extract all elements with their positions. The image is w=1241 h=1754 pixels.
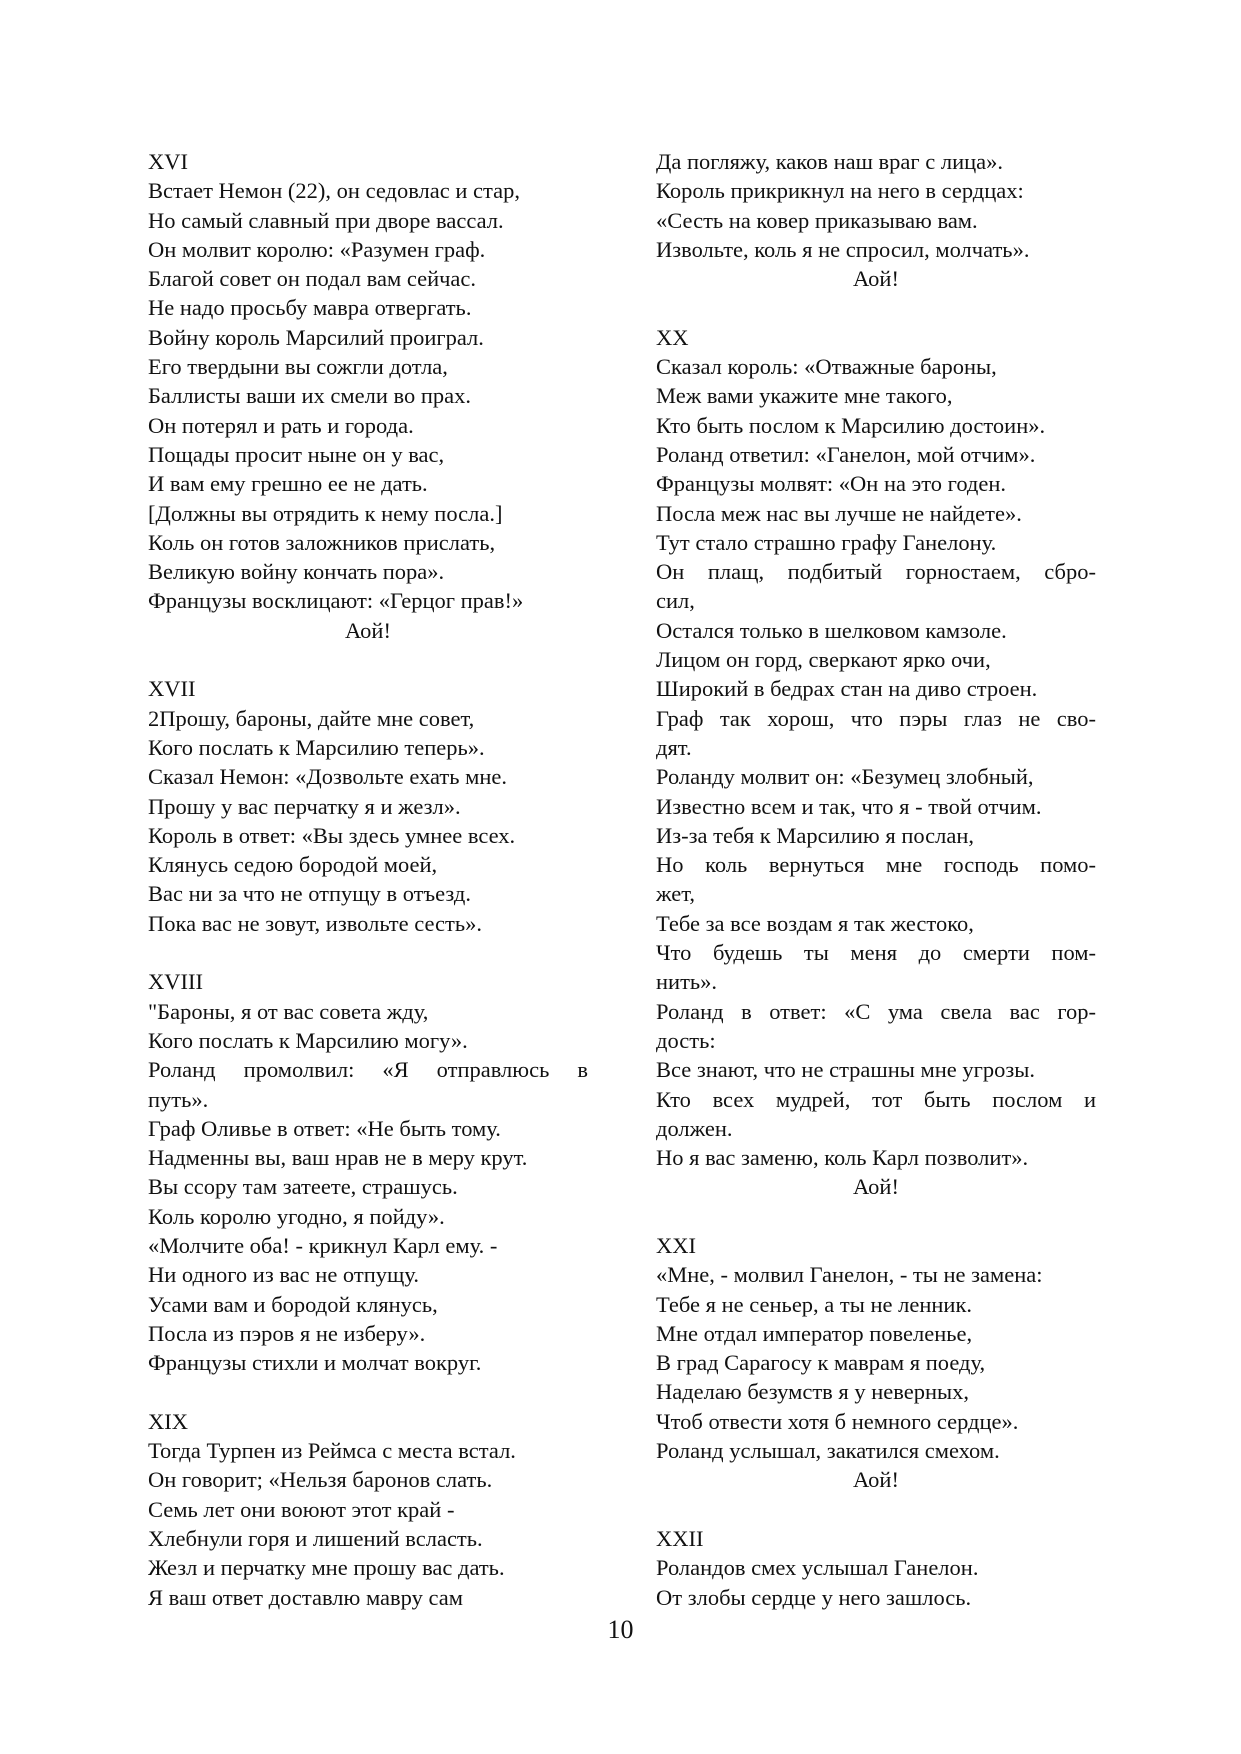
- verse-line: И вам ему грешно ее не дать.: [148, 471, 428, 497]
- refrain: Аой!: [345, 617, 391, 643]
- verse-line: Я ваш ответ доставлю мавру сам: [148, 1584, 463, 1610]
- verse-line: Вы ссору там затеете, страшусь.: [148, 1174, 458, 1200]
- verse-line: Коль он готов заложников прислать,: [148, 529, 496, 555]
- verse-line: Жезл и перчатку мне прошу вас дать.: [148, 1555, 505, 1581]
- stanza-heading: XIX: [148, 1408, 188, 1434]
- verse-line: Меж вами укажите мне такого,: [656, 383, 953, 409]
- verse-line: Роланд в ответ: «С ума свела вас гор-: [656, 998, 1096, 1024]
- verse-line: Роланду молвит он: «Безумец злобный,: [656, 764, 1034, 790]
- verse-line: Все знают, что не страшны мне угрозы.: [656, 1057, 1036, 1083]
- verse-line: [Должны вы отрядить к нему посла.]: [148, 500, 503, 526]
- verse-line: Коль королю угодно, я пойду».: [148, 1203, 445, 1229]
- stanza: [148, 1407, 588, 1612]
- verse-line: Но коль вернуться мне господь помо-: [656, 852, 1096, 878]
- stanza-heading: XXII: [656, 1525, 704, 1551]
- verse-line: Пока вас не зовут, извольте сесть».: [148, 910, 482, 936]
- verse-line: Граф Оливье в ответ: «Не быть тому.: [148, 1115, 501, 1141]
- verse-line: Известно всем и так, что я - твой отчим.: [656, 793, 1042, 819]
- verse-line: Вас ни за что не отпущу в отъезд.: [148, 881, 471, 907]
- verse-line: сил,: [656, 588, 695, 614]
- refrain: Аой!: [853, 266, 899, 292]
- verse-line: «Мне, - молвил Ганелон, - ты не замена:: [656, 1262, 1043, 1288]
- verse-line: В град Сарагосу к маврам я поеду,: [656, 1350, 986, 1376]
- verse-line: Не надо просьбу мавра отвергать.: [148, 295, 472, 321]
- verse-line: Сказал Немон: «Дозвольте ехать мне.: [148, 764, 508, 790]
- verse-line: Тогда Турпен из Реймса с места встал.: [148, 1438, 516, 1464]
- verse-line: Он плащ, подбитый горностаем, сбро-: [656, 559, 1096, 585]
- verse-line: Великую войну кончать пора».: [148, 559, 445, 585]
- verse-line: нить».: [656, 969, 718, 995]
- verse-line: Посла из пэров я не изберу».: [148, 1320, 426, 1346]
- verse-line: Он говорит; «Нельзя баронов слать.: [148, 1467, 493, 1493]
- stanza: [656, 147, 1096, 293]
- verse-line: Пощады просит ныне он у вас,: [148, 441, 445, 467]
- verse-line: 2Прошу, бароны, дайте мне совет,: [148, 705, 475, 731]
- stanza-gap: [656, 293, 1096, 322]
- verse-line: Французы стихли и молчат вокруг.: [148, 1350, 482, 1376]
- stanza-heading: XX: [656, 324, 689, 350]
- refrain: Аой!: [853, 1174, 899, 1200]
- verse-line: Он молвит королю: «Разумен граф.: [148, 236, 486, 262]
- verse-line: жет,: [656, 881, 696, 907]
- verse-line: Семь лет они воюют этот край -: [148, 1496, 455, 1522]
- verse-line: путь».: [148, 1086, 209, 1112]
- verse-line: Тебе за все воздам я так жестоко,: [656, 910, 974, 936]
- verse-line: Он потерял и рать и города.: [148, 412, 414, 438]
- verse-line: дят.: [656, 734, 692, 760]
- stanza-heading: XXI: [656, 1232, 696, 1258]
- verse-line: Кто всех мудрей, тот быть послом и: [656, 1086, 1096, 1112]
- stanza-heading: XVI: [148, 149, 188, 174]
- verse-line: Тебе я не сеньер, а ты не ленник.: [656, 1291, 973, 1317]
- verse-line: Чтоб отвести хотя б немного сердце».: [656, 1408, 1019, 1434]
- refrain: Аой!: [853, 1467, 899, 1493]
- stanza-gap: [148, 938, 588, 967]
- verse-line: Сказал король: «Отважные бароны,: [656, 354, 997, 380]
- verse-line: Лицом он горд, сверкают ярко очи,: [656, 647, 991, 673]
- stanza-gap: [148, 645, 588, 674]
- verse-line: Французы молвят: «Он на это годен.: [656, 471, 1007, 497]
- verse-line: Французы восклицают: «Герцог прав!»: [148, 588, 524, 614]
- verse-line: Роланд услышал, закатился смехом.: [656, 1438, 1000, 1464]
- stanza: [656, 323, 1096, 1202]
- verse-line: Широкий в бедрах стан на диво строен.: [656, 676, 1038, 702]
- verse-line: Ни одного из вас не отпущу.: [148, 1262, 419, 1288]
- stanza-heading: XVII: [148, 676, 196, 702]
- verse-line: Кого послать к Марсилию теперь».: [148, 734, 485, 760]
- verse-line: Кто быть послом к Марсилию достоин».: [656, 412, 1046, 438]
- verse-line: Король прикрикнул на него в сердцах:: [656, 178, 1024, 204]
- verse-line: «Сесть на ковер приказываю вам.: [656, 207, 978, 233]
- verse-line: Усами вам и бородой клянусь,: [148, 1291, 438, 1317]
- stanza: [148, 147, 588, 645]
- left-column: [148, 147, 588, 1612]
- verse-line: Прошу у вас перчатку я и жезл».: [148, 793, 461, 819]
- verse-line: Но я вас заменю, коль Карл позволит».: [656, 1145, 1029, 1171]
- verse-line: Остался только в шелковом камзоле.: [656, 617, 1007, 643]
- verse-line: Король в ответ: «Вы здесь умнее всех.: [148, 822, 516, 848]
- verse-line: Клянусь седою бородой моей,: [148, 852, 438, 878]
- stanza-gap: [656, 1202, 1096, 1231]
- verse-line: Что будешь ты меня до смерти пом-: [656, 940, 1096, 966]
- verse-line: Роландов смех услышал Ганелон.: [656, 1555, 979, 1581]
- verse-line: Тут стало страшно графу Ганелону.: [656, 529, 997, 555]
- verse-line: Его твердыни вы сожгли дотла,: [148, 354, 448, 380]
- verse-line: Наделаю безумств я у неверных,: [656, 1379, 970, 1405]
- stanza-heading: XVIII: [148, 969, 203, 995]
- stanza: [148, 967, 588, 1377]
- verse-line: Баллисты ваши их смели во прах.: [148, 383, 471, 409]
- verse-line: Роланд промолвил: «Я отправлюсь в: [148, 1057, 588, 1083]
- stanza: [656, 1231, 1096, 1495]
- stanza-gap: [148, 1377, 588, 1406]
- verse-line: Граф так хорош, что пэры глаз не сво-: [656, 705, 1096, 731]
- verse-line: "Бароны, я от вас совета жду,: [148, 998, 429, 1024]
- verse-line: Да погляжу, каков наш враг с лица».: [656, 149, 1004, 174]
- verse-line: От злобы сердце у него зашлось.: [656, 1584, 972, 1610]
- verse-line: Кого послать к Марсилию могу».: [148, 1027, 468, 1053]
- verse-line: Но самый славный при дворе вассал.: [148, 207, 504, 233]
- page-number: 10: [607, 1615, 634, 1644]
- right-column: [656, 147, 1096, 1612]
- verse-line: должен.: [656, 1115, 733, 1141]
- verse-line: Мне отдал император повеленье,: [656, 1320, 973, 1346]
- verse-line: Из-за тебя к Марсилию я послан,: [656, 822, 975, 848]
- verse-line: Благой совет он подал вам сейчас.: [148, 266, 477, 292]
- verse-line: Надменны вы, ваш нрав не в меру крут.: [148, 1145, 528, 1171]
- verse-line: «Молчите оба! - крикнул Карл ему. -: [148, 1232, 498, 1258]
- verse-line: дость:: [656, 1027, 716, 1053]
- verse-line: Извольте, коль я не спросил, молчать».: [656, 236, 1030, 262]
- verse-line: Встает Немон (22), он седовлас и стар,: [148, 178, 520, 204]
- verse-line: Хлебнули горя и лишений всласть.: [148, 1525, 483, 1551]
- stanza: [148, 674, 588, 938]
- stanza-gap: [656, 1495, 1096, 1524]
- stanza: [656, 1524, 1096, 1612]
- verse-line: Войну король Марсилий проиграл.: [148, 324, 484, 350]
- verse-line: Роланд ответил: «Ганелон, мой отчим».: [656, 441, 1036, 467]
- verse-line: Посла меж нас вы лучше не найдете».: [656, 500, 1022, 526]
